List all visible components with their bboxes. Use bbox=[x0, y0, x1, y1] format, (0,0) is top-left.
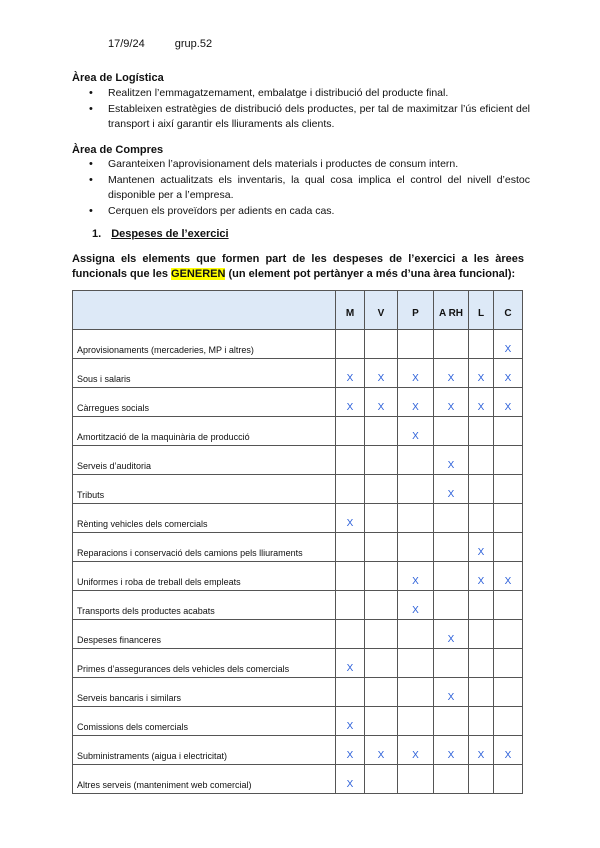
mark-cell bbox=[469, 707, 494, 736]
compres-list bbox=[72, 157, 530, 219]
mark-cell: X bbox=[494, 388, 523, 417]
mark-cell: X bbox=[469, 736, 494, 765]
mark-cell bbox=[398, 707, 434, 736]
table-row bbox=[73, 475, 523, 504]
mark-cell bbox=[398, 446, 434, 475]
mark-cell bbox=[365, 446, 398, 475]
row-concept: Amortització de la maquinària de producció bbox=[73, 417, 336, 446]
table-row bbox=[73, 330, 523, 359]
table-row bbox=[73, 649, 523, 678]
logistica-list bbox=[72, 86, 530, 133]
row-concept: Altres serveis (manteniment web comercial) bbox=[73, 765, 336, 794]
table-row bbox=[73, 765, 523, 794]
mark-cell bbox=[398, 765, 434, 794]
mark-cell bbox=[365, 620, 398, 649]
mark-cell: X bbox=[365, 736, 398, 765]
mark-cell bbox=[494, 504, 523, 533]
table-row bbox=[73, 591, 523, 620]
mark-cell bbox=[398, 504, 434, 533]
mark-cell bbox=[434, 533, 469, 562]
mark-cell bbox=[494, 765, 523, 794]
mark-cell: X bbox=[336, 504, 365, 533]
mark-cell bbox=[469, 591, 494, 620]
row-concept: Tributs bbox=[73, 475, 336, 504]
header-group: grup.52 bbox=[174, 38, 213, 50]
mark-cell bbox=[469, 417, 494, 446]
table-row bbox=[73, 678, 523, 707]
mark-cell: X bbox=[469, 533, 494, 562]
mark-cell: X bbox=[336, 388, 365, 417]
mark-cell bbox=[398, 678, 434, 707]
table-row bbox=[73, 446, 523, 475]
table-row bbox=[73, 562, 523, 591]
instruction-text bbox=[72, 252, 524, 282]
table-row bbox=[73, 359, 523, 388]
row-concept: Càrregues socials bbox=[73, 388, 336, 417]
mark-cell bbox=[336, 562, 365, 591]
mark-cell bbox=[434, 707, 469, 736]
mark-cell: X bbox=[434, 620, 469, 649]
mark-cell bbox=[365, 678, 398, 707]
mark-cell bbox=[365, 417, 398, 446]
table-row bbox=[73, 533, 523, 562]
row-concept: Comissions dels comercials bbox=[73, 707, 336, 736]
mark-cell bbox=[469, 330, 494, 359]
section-heading bbox=[92, 228, 229, 240]
mark-cell bbox=[365, 707, 398, 736]
mark-cell bbox=[398, 475, 434, 504]
mark-cell bbox=[469, 504, 494, 533]
row-concept: Subministraments (aigua i electricitat) bbox=[73, 736, 336, 765]
mark-cell: X bbox=[336, 359, 365, 388]
mark-cell bbox=[494, 678, 523, 707]
mark-cell: X bbox=[469, 359, 494, 388]
row-concept: Transports dels productes acabats bbox=[73, 591, 336, 620]
table-row bbox=[73, 417, 523, 446]
list-item: • Cerquen els proveïdors per adients en cada cas. bbox=[72, 204, 530, 220]
mark-cell bbox=[365, 475, 398, 504]
mark-cell: X bbox=[398, 591, 434, 620]
mark-cell: X bbox=[494, 736, 523, 765]
mark-cell bbox=[336, 417, 365, 446]
mark-cell bbox=[336, 446, 365, 475]
mark-cell: X bbox=[469, 562, 494, 591]
mark-cell: X bbox=[365, 388, 398, 417]
expenses-table bbox=[72, 290, 523, 794]
mark-cell bbox=[365, 533, 398, 562]
row-concept: Despeses financeres bbox=[73, 620, 336, 649]
list-item: • Garanteixen l’aprovisionament dels materials i productes de consum intern. bbox=[72, 157, 530, 173]
logistica-title: Àrea de Logística bbox=[72, 72, 164, 84]
mark-cell: X bbox=[398, 562, 434, 591]
mark-cell: X bbox=[494, 562, 523, 591]
mark-cell: X bbox=[365, 359, 398, 388]
mark-cell bbox=[336, 533, 365, 562]
mark-cell bbox=[336, 591, 365, 620]
mark-cell bbox=[469, 446, 494, 475]
mark-cell bbox=[494, 707, 523, 736]
mark-cell: X bbox=[336, 649, 365, 678]
mark-cell bbox=[365, 591, 398, 620]
mark-cell bbox=[434, 504, 469, 533]
mark-cell: X bbox=[398, 417, 434, 446]
mark-cell bbox=[469, 620, 494, 649]
instruction-after: (un element pot pertànyer a més d’una àrea funcional): bbox=[225, 268, 516, 280]
mark-cell bbox=[469, 765, 494, 794]
mark-cell: X bbox=[434, 388, 469, 417]
column-header: V bbox=[365, 291, 398, 330]
mark-cell bbox=[365, 649, 398, 678]
header-blank-cell bbox=[73, 291, 336, 330]
list-item: • Mantenen actualitzats els inventaris, la qual cosa implica el control del nivell d’estoc disponible per a l’empresa. bbox=[72, 173, 530, 204]
row-concept: Uniformes i roba de treball dels empleats bbox=[73, 562, 336, 591]
mark-cell bbox=[494, 417, 523, 446]
page-header bbox=[108, 38, 239, 50]
mark-cell bbox=[494, 475, 523, 504]
column-header: P bbox=[398, 291, 434, 330]
mark-cell bbox=[336, 678, 365, 707]
mark-cell bbox=[494, 533, 523, 562]
mark-cell bbox=[398, 533, 434, 562]
mark-cell bbox=[434, 562, 469, 591]
table-row bbox=[73, 707, 523, 736]
mark-cell: X bbox=[469, 388, 494, 417]
instruction-highlight: GENEREN bbox=[171, 268, 226, 280]
row-concept: Sous i salaris bbox=[73, 359, 336, 388]
mark-cell bbox=[398, 330, 434, 359]
mark-cell bbox=[469, 649, 494, 678]
mark-cell bbox=[365, 504, 398, 533]
mark-cell bbox=[434, 417, 469, 446]
mark-cell bbox=[494, 620, 523, 649]
header-date: 17/9/24 bbox=[108, 38, 145, 50]
mark-cell bbox=[494, 591, 523, 620]
mark-cell bbox=[469, 678, 494, 707]
mark-cell: X bbox=[398, 736, 434, 765]
table-body bbox=[73, 330, 523, 794]
mark-cell: X bbox=[434, 736, 469, 765]
mark-cell: X bbox=[434, 678, 469, 707]
mark-cell bbox=[434, 765, 469, 794]
mark-cell bbox=[434, 649, 469, 678]
mark-cell: X bbox=[434, 475, 469, 504]
table-header-row bbox=[73, 291, 523, 330]
mark-cell bbox=[434, 591, 469, 620]
row-concept: Reparacions i conservació dels camions pels lliuraments bbox=[73, 533, 336, 562]
mark-cell bbox=[434, 330, 469, 359]
mark-cell bbox=[365, 765, 398, 794]
list-item: • Estableixen estratègies de distribució dels productes, per tal de maximitzar l’ús eficient del transport i així garantir els lliuraments als clients. bbox=[72, 102, 530, 133]
table-row bbox=[73, 620, 523, 649]
mark-cell: X bbox=[434, 359, 469, 388]
mark-cell bbox=[398, 620, 434, 649]
mark-cell: X bbox=[336, 736, 365, 765]
section-title: Despeses de l’exercici bbox=[111, 228, 229, 240]
compres-title: Àrea de Compres bbox=[72, 144, 164, 156]
row-concept: Primes d’assegurances dels vehicles dels comercials bbox=[73, 649, 336, 678]
mark-cell bbox=[469, 475, 494, 504]
mark-cell: X bbox=[336, 707, 365, 736]
row-concept: Serveis d’auditoria bbox=[73, 446, 336, 475]
table-row bbox=[73, 736, 523, 765]
mark-cell bbox=[336, 330, 365, 359]
mark-cell bbox=[494, 446, 523, 475]
mark-cell bbox=[365, 562, 398, 591]
mark-cell bbox=[398, 649, 434, 678]
column-header: A RH bbox=[434, 291, 469, 330]
table-row bbox=[73, 388, 523, 417]
section-number: 1. bbox=[92, 228, 102, 240]
mark-cell: X bbox=[434, 446, 469, 475]
mark-cell bbox=[494, 649, 523, 678]
mark-cell bbox=[336, 620, 365, 649]
column-header: C bbox=[494, 291, 523, 330]
list-item: • Realitzen l’emmagatzemament, embalatge i distribució del producte final. bbox=[72, 86, 530, 102]
column-header: L bbox=[469, 291, 494, 330]
mark-cell: X bbox=[398, 388, 434, 417]
mark-cell: X bbox=[494, 330, 523, 359]
row-concept: Serveis bancaris i similars bbox=[73, 678, 336, 707]
mark-cell: X bbox=[336, 765, 365, 794]
column-header: M bbox=[336, 291, 365, 330]
mark-cell: X bbox=[494, 359, 523, 388]
row-concept: Rènting vehicles dels comercials bbox=[73, 504, 336, 533]
mark-cell bbox=[336, 475, 365, 504]
table-row bbox=[73, 504, 523, 533]
instruction-before: Assigna els elements que formen part de les despeses de l’exercici a les àrees funcionals que les bbox=[72, 253, 524, 280]
row-concept: Aprovisionaments (mercaderies, MP i altres) bbox=[73, 330, 336, 359]
mark-cell: X bbox=[398, 359, 434, 388]
mark-cell bbox=[365, 330, 398, 359]
